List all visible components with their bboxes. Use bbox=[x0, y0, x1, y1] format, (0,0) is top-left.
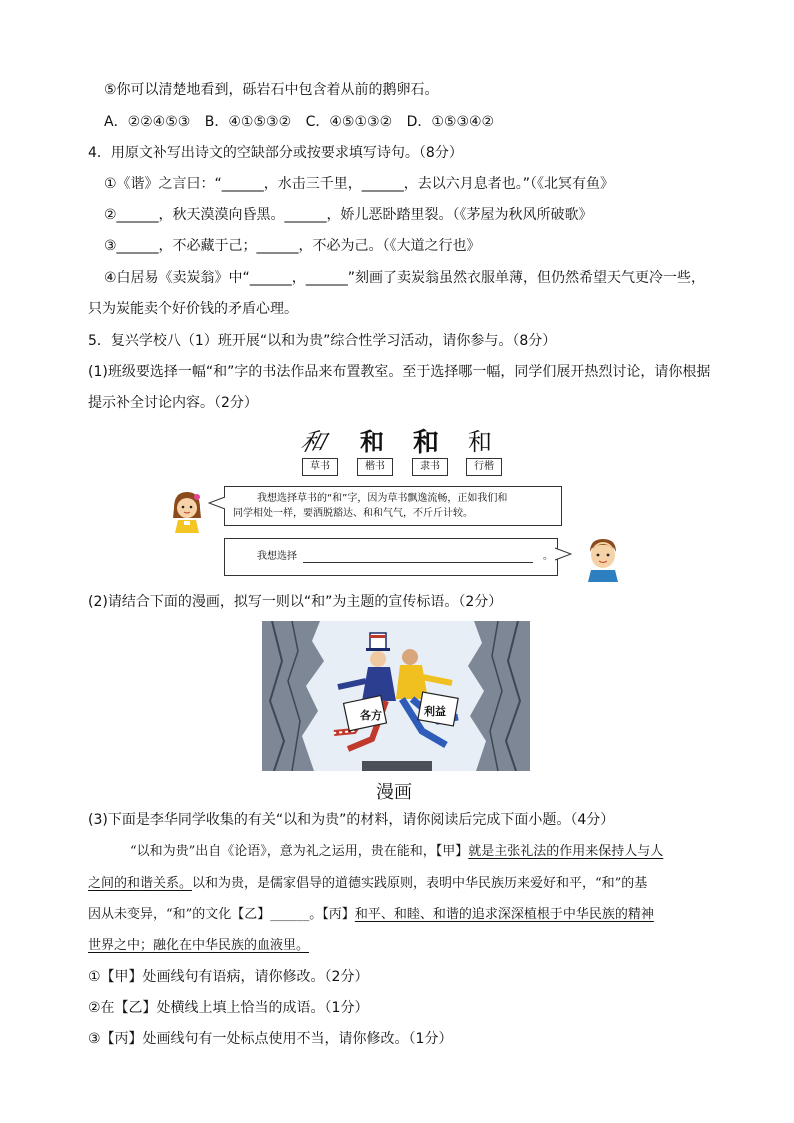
q4-item-1: ①《谐》之言曰：“______，水击三千里，______，去以六月息者也。”（《北冥有鱼》 bbox=[104, 176, 615, 192]
passage-3a: 因从未变异，“和”的文化【乙】 bbox=[88, 907, 271, 922]
passage-3b: 。【丙】 bbox=[309, 907, 355, 922]
label-regular: 楷书 bbox=[357, 458, 393, 476]
girl-speech-bubble bbox=[224, 486, 562, 526]
calligraphy-cursive: 和 bbox=[297, 428, 329, 456]
q4-item-4: ④白居易《卖炭翁》中“______，______”刻画了卖炭翁虽然衣服单薄，但仍然希望天气更冷一些， bbox=[104, 270, 706, 286]
passage-jia-underlined-cont: 之间的和谐关系。 bbox=[88, 876, 193, 891]
q4-item-2: ②______，秋天漠漠向昏黑。______，娇儿恶卧踏里裂。（《茅屋为秋风所破歌》 bbox=[104, 207, 593, 223]
question-5-title: 5．复兴学校八（1）班开展“以和为贵”综合性学习活动，请你参与。（8分） bbox=[88, 333, 557, 349]
q4-item-3: ③______，不必藏于己；______，不必为己。（《大道之行也》 bbox=[104, 238, 481, 254]
passage-yi-blank: ______ bbox=[270, 907, 310, 922]
calligraphy-regular: 和 bbox=[360, 427, 384, 456]
calligraphy-clerical: 和 bbox=[413, 428, 440, 458]
cartoon-image bbox=[262, 621, 530, 771]
choice-options: A．②②④⑤③ B．④①⑤③② C．④⑤①③② D．①⑤③④② bbox=[104, 114, 495, 130]
label-running: 行楷 bbox=[466, 458, 502, 476]
passage-jia-underlined: 就是主张礼法的作用来保持人与人 bbox=[468, 844, 664, 859]
boy-speech-bubble bbox=[224, 538, 558, 576]
q5-part-1-cont: 提示补全讨论内容。（2分） bbox=[88, 395, 258, 411]
q5-part-2: (2)请结合下面的漫画，拟写一则以“和”为主题的宣传标语。（2分） bbox=[88, 594, 503, 610]
girl-speech-line-1: 我想选择草书的“和”字，因为草书飘逸流畅，正如我们和 bbox=[257, 493, 508, 504]
passage-line-1 bbox=[130, 842, 663, 862]
label-clerical: 隶书 bbox=[412, 458, 448, 476]
boy-avatar bbox=[584, 536, 622, 582]
boy-speech-text: 我想选择 bbox=[257, 551, 297, 562]
passage-line-4: 世界之中；融化在中华民族的血液里。 bbox=[88, 938, 310, 953]
calligraphy-running: 和 bbox=[468, 428, 492, 456]
subquestion-2: ②在【乙】处横线上填上恰当的成语。（1分） bbox=[88, 1000, 369, 1016]
cartoon-left-book-text: 各方 bbox=[360, 709, 382, 722]
passage-line-3 bbox=[88, 905, 654, 925]
label-cursive: 草书 bbox=[302, 458, 338, 476]
passage-1a: “以和为贵”出自《论语》，意为礼之运用，贵在能和，【甲】 bbox=[130, 844, 469, 859]
question-4-title: 4．用原文补写出诗文的空缺部分或按要求填写诗句。（8分） bbox=[88, 145, 463, 161]
girl-avatar bbox=[170, 490, 204, 534]
subquestion-3: ③【丙】处画线句有一处标点使用不当，请你修改。（1分） bbox=[88, 1031, 453, 1047]
passage-line-2 bbox=[88, 874, 647, 894]
q5-part-3: (3)下面是李华同学收集的有关“以和为贵”的材料，请你阅读后完成下面小题。（4分） bbox=[88, 812, 615, 828]
cartoon-right-book-text: 利益 bbox=[424, 705, 446, 718]
q4-item-4-cont: 只为炭能卖个好价钱的矛盾心理。 bbox=[88, 301, 298, 317]
passage-2b: 以和为贵，是儒家倡导的道德实践原则，表明中华民族历来爱好和平，“和”的基 bbox=[192, 876, 648, 891]
q5-part-1: (1)班级要选择一幅“和”字的书法作品来布置教室。至于选择哪一幅，同学们展开热烈讨论，请你根据 bbox=[88, 364, 711, 380]
boy-answer-blank bbox=[303, 562, 533, 563]
girl-speech-line-2: 同学相处一样，要洒脱豁达、和和气气，不斤斤计较。 bbox=[233, 508, 473, 519]
girl-bubble-tail bbox=[208, 496, 226, 510]
boy-speech-end: 。 bbox=[543, 551, 553, 562]
boy-bubble-tail bbox=[554, 547, 572, 561]
passage-bing-underlined: 和平、和睦、和谐的追求深深植根于中华民族的精神 bbox=[354, 907, 654, 922]
subquestion-1: ①【甲】处画线句有语病，请你修改。（2分） bbox=[88, 969, 369, 985]
option-sentence-5: ⑤你可以清楚地看到，砾岩石中包含着从前的鹅卵石。 bbox=[104, 82, 439, 98]
cartoon-caption: 漫画 bbox=[376, 782, 412, 803]
